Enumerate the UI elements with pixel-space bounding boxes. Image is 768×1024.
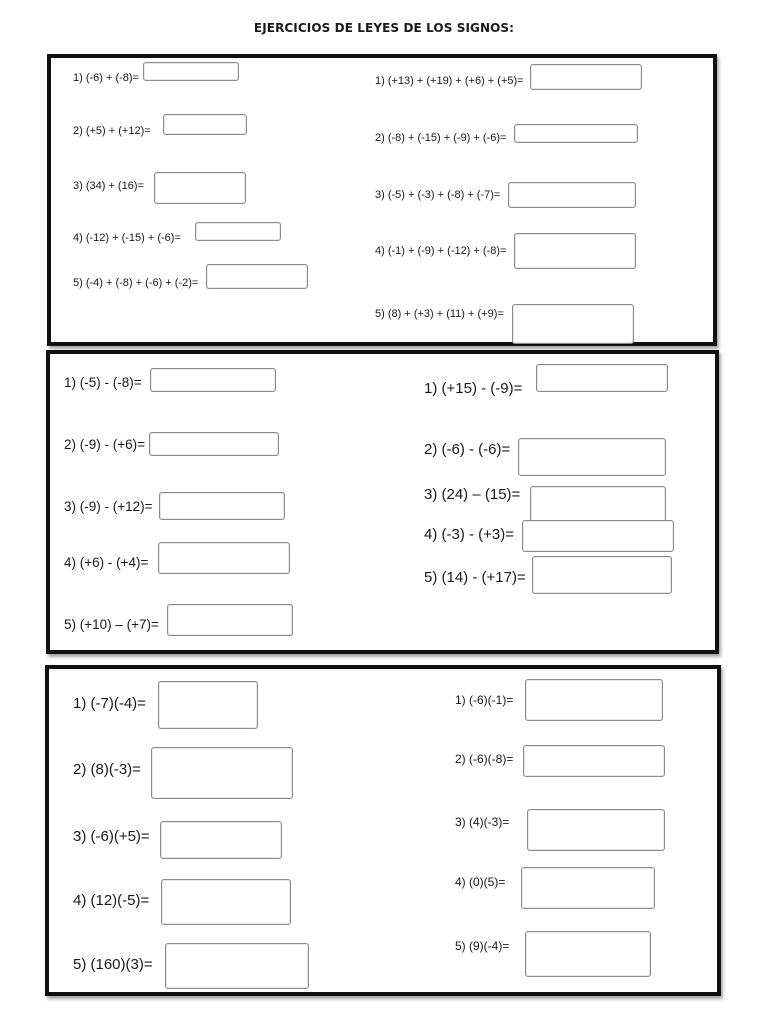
exercise-text: 4) (+6) - (+4)=: [64, 554, 149, 570]
exercise-row: [73, 170, 246, 202]
exercise-row: [424, 374, 668, 402]
answer-box[interactable]: [195, 222, 281, 241]
exercise-text: 1) (+13) + (+19) + (+6) + (+5)=: [375, 75, 524, 87]
answer-box[interactable]: [530, 64, 642, 90]
exercise-row: [73, 68, 239, 87]
exercise-row: [73, 941, 309, 987]
exercise-row: [64, 432, 279, 456]
exercise-text: 3) (-6)(+5)=: [73, 827, 150, 845]
exercise-text: 2) (-9) - (+6)=: [64, 436, 146, 452]
answer-box[interactable]: [536, 364, 668, 392]
answer-box[interactable]: [165, 943, 309, 989]
exercise-text: 5) (14) - (+17)=: [424, 568, 526, 586]
exercise-text: 2) (-8) + (-15) + (-9) + (-6)=: [375, 131, 507, 144]
exercise-text: 3) (34) + (16)=: [73, 180, 144, 192]
answer-box[interactable]: [532, 556, 672, 594]
exercise-row: [455, 861, 655, 903]
exercise-row: [455, 679, 663, 721]
exercise-row: [73, 817, 282, 855]
answer-box[interactable]: [527, 809, 665, 851]
exercise-row: [424, 474, 666, 514]
answer-box[interactable]: [161, 879, 291, 925]
exercise-text: 5) (+10) – (+7)=: [64, 616, 159, 632]
answer-box[interactable]: [154, 172, 246, 204]
exercise-text: 1) (-6) + (-8)=: [73, 71, 140, 84]
answer-box[interactable]: [158, 681, 258, 729]
exercise-text: 3) (4)(-3)=: [455, 815, 510, 829]
answer-box[interactable]: [206, 264, 308, 289]
exercise-text: 4) (0)(5)=: [455, 875, 506, 889]
exercise-row: [375, 294, 634, 334]
answer-box[interactable]: [151, 747, 293, 799]
answer-box[interactable]: [158, 542, 290, 574]
exercise-text: 2) (8)(-3)=: [73, 760, 141, 778]
exercise-row: [424, 518, 674, 550]
exercise-text: 5) (9)(-4)=: [455, 939, 510, 953]
exercise-row: [455, 801, 665, 843]
multiplication-panel: [45, 665, 721, 996]
exercise-row: [455, 743, 665, 775]
exercise-text: 2) (-6)(-8)=: [455, 752, 514, 766]
exercise-text: 2) (+5) + (+12)=: [73, 124, 151, 137]
exercise-text: 3) (24) – (15)=: [424, 485, 521, 503]
answer-box[interactable]: [143, 62, 239, 81]
exercise-text: 5) (8) + (+3) + (11) + (+9)=: [375, 308, 504, 320]
exercise-row: [424, 558, 672, 596]
answer-box[interactable]: [523, 745, 665, 777]
exercise-text: 1) (-6)(-1)=: [455, 693, 514, 707]
exercise-row: [375, 233, 636, 269]
answer-box[interactable]: [160, 821, 282, 859]
answer-box[interactable]: [512, 304, 634, 344]
exercise-row: [73, 270, 308, 295]
answer-box[interactable]: [508, 182, 636, 208]
exercise-row: [73, 877, 291, 923]
exercise-row: [375, 182, 636, 208]
answer-box[interactable]: [518, 438, 666, 476]
exercise-text: 2) (-6) - (-6)=: [424, 440, 511, 458]
answer-box[interactable]: [514, 233, 636, 269]
exercise-text: 4) (-3) - (+3)=: [424, 525, 515, 543]
answer-box[interactable]: [150, 368, 276, 392]
worksheet-title: EJERCICIOS DE LEYES DE LOS SIGNOS:: [253, 21, 515, 35]
answer-box[interactable]: [525, 931, 651, 977]
exercise-row: [73, 228, 281, 247]
exercise-row: [64, 546, 290, 578]
exercise-text: 4) (-1) + (-9) + (-12) + (-8)=: [375, 245, 507, 257]
addition-panel: [47, 54, 717, 346]
exercise-row: [73, 120, 247, 141]
answer-box[interactable]: [167, 604, 293, 636]
exercise-text: 3) (-9) - (+12)=: [64, 498, 153, 514]
exercise-text: 3) (-5) + (-3) + (-8) + (-7)=: [375, 189, 501, 201]
exercise-row: [424, 430, 666, 468]
exercise-text: 1) (-5) - (-8)=: [64, 374, 142, 390]
exercise-text: 5) (-4) + (-8) + (-6) + (-2)=: [73, 276, 199, 289]
exercise-text: 5) (160)(3)=: [73, 955, 153, 973]
answer-box[interactable]: [159, 492, 285, 520]
answer-box[interactable]: [521, 867, 655, 909]
exercise-row: [375, 128, 638, 147]
exercise-row: [73, 679, 258, 727]
exercise-row: [64, 492, 285, 520]
exercise-row: [375, 68, 642, 94]
answer-box[interactable]: [163, 114, 247, 135]
answer-box[interactable]: [525, 679, 663, 721]
exercise-text: 4) (-12) + (-15) + (-6)=: [73, 231, 181, 244]
subtraction-panel: [46, 350, 719, 654]
exercise-row: [455, 923, 651, 969]
answer-box[interactable]: [149, 432, 279, 456]
exercise-text: 1) (+15) - (-9)=: [424, 379, 523, 397]
answer-box[interactable]: [522, 520, 674, 552]
exercise-row: [73, 743, 293, 795]
exercise-row: [64, 608, 293, 640]
answer-box[interactable]: [514, 124, 638, 143]
exercise-row: [64, 370, 276, 394]
exercise-text: 1) (-7)(-4)=: [73, 694, 146, 712]
exercise-text: 4) (12)(-5)=: [73, 891, 150, 909]
